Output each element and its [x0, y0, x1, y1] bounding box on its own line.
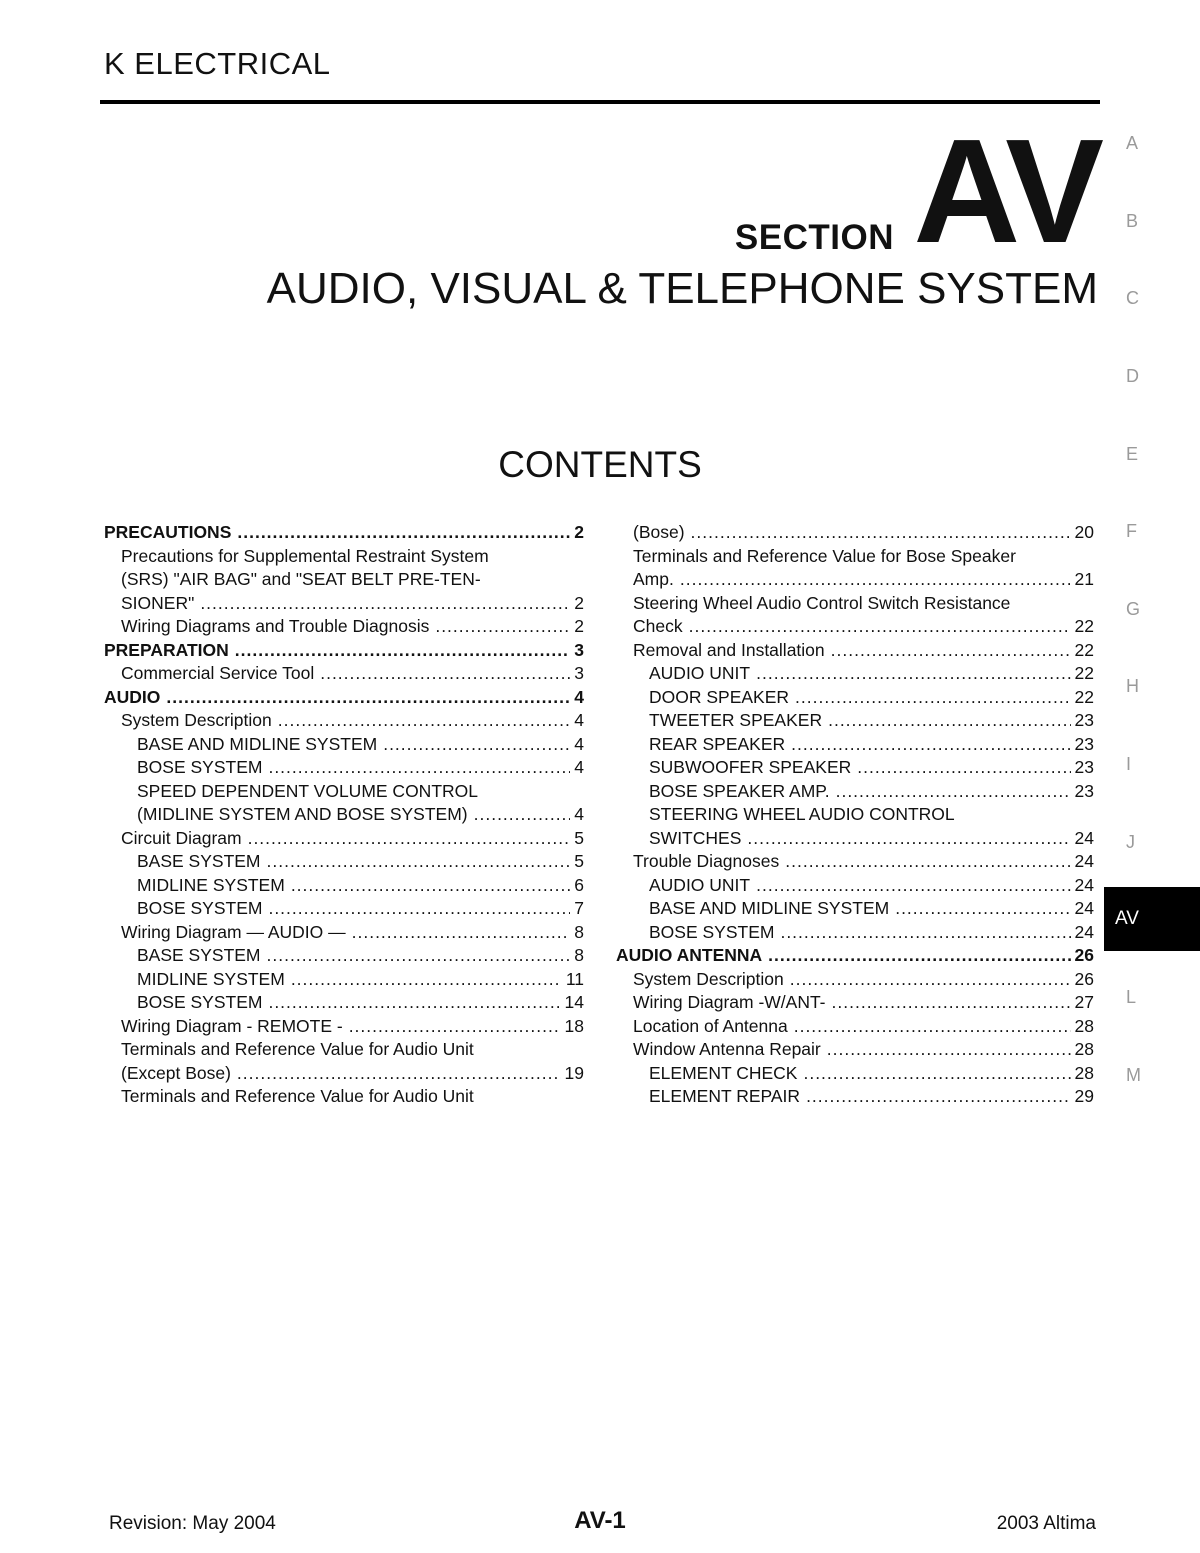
toc-leader-dots — [756, 662, 1070, 686]
toc-entry-page: 4 — [574, 804, 584, 824]
toc-leader-dots — [790, 968, 1071, 992]
toc-leader-dots — [691, 521, 1071, 545]
toc-entry[interactable] — [104, 897, 584, 921]
toc-right-column — [616, 521, 1094, 1109]
toc-leader-dots — [278, 709, 570, 733]
toc-entry[interactable] — [616, 1085, 1094, 1109]
toc-entry-title: PREPARATION — [104, 639, 229, 660]
toc-entry-page: 6 — [574, 874, 584, 895]
section-tab-c[interactable]: C — [1126, 288, 1139, 309]
toc-leader-dots — [832, 991, 1071, 1015]
toc-entry-page: 26 — [1074, 968, 1094, 989]
toc-entry-title: Terminals and Reference Value for Bose Speaker — [633, 545, 1016, 566]
toc-entry[interactable] — [104, 991, 584, 1015]
toc-leader-dots — [268, 991, 560, 1015]
toc-leader-dots — [785, 850, 1070, 874]
toc-entry-title: (MIDLINE SYSTEM AND BOSE SYSTEM) — [137, 804, 468, 824]
toc-entry[interactable] — [104, 615, 584, 639]
toc-entry-title: Commercial Service Tool — [121, 663, 315, 683]
toc-entry — [104, 1085, 584, 1109]
toc-entry-page: 3 — [574, 663, 584, 683]
toc-entry — [104, 545, 584, 569]
toc-entry-page: 4 — [574, 686, 584, 707]
section-tab-av[interactable]: AV — [1104, 887, 1200, 951]
toc-entry[interactable] — [616, 662, 1094, 686]
footer-revision: Revision: May 2004 — [109, 1513, 276, 1534]
section-tab-m[interactable]: M — [1126, 1064, 1141, 1085]
toc-entry-page: 26 — [1074, 945, 1094, 965]
toc-entry[interactable] — [616, 568, 1094, 592]
toc-entry-title: System Description — [633, 968, 784, 989]
toc-leader-dots — [780, 921, 1070, 945]
toc-entry-title: TWEETER SPEAKER — [649, 710, 823, 730]
toc-entry-title: Window Antenna Repair — [633, 1039, 821, 1059]
toc-entry-title: Steering Wheel Audio Control Switch Resistance — [633, 592, 1011, 613]
toc-entry[interactable] — [616, 921, 1094, 945]
toc-leader-dots — [291, 874, 570, 898]
toc-entry[interactable] — [104, 1015, 584, 1039]
toc-entry-page: 22 — [1074, 639, 1094, 660]
toc-leader-dots — [267, 944, 570, 968]
toc-entry-page: 4 — [574, 710, 584, 730]
toc-entry-page: 24 — [1074, 827, 1094, 848]
toc-entry[interactable] — [104, 1062, 584, 1086]
toc-entry-title: MIDLINE SYSTEM — [137, 968, 285, 989]
section-code: AV — [913, 109, 1100, 274]
section-tab-d[interactable]: D — [1126, 366, 1139, 387]
toc-leader-dots — [689, 615, 1071, 639]
toc-entry-title: REAR SPEAKER — [649, 733, 786, 754]
toc-leader-dots — [383, 733, 570, 757]
section-tab-a[interactable]: A — [1126, 133, 1139, 154]
section-tab-i[interactable]: I — [1126, 754, 1132, 775]
toc-entry-title: System Description — [121, 710, 272, 730]
toc-entry-page: 23 — [1074, 757, 1094, 777]
toc-entry[interactable] — [616, 756, 1094, 780]
toc-entry[interactable] — [104, 592, 584, 616]
toc-entry[interactable] — [104, 850, 584, 874]
toc-entry-title: Circuit Diagram — [121, 827, 242, 848]
toc-entry[interactable] — [616, 897, 1094, 921]
toc-entry-title: Wiring Diagrams and Trouble Diagnosis — [121, 616, 430, 636]
toc-entry-title: BOSE SYSTEM — [137, 757, 263, 777]
toc-entry[interactable] — [616, 968, 1094, 992]
toc-leader-dots — [268, 897, 570, 921]
toc-entry-page: 29 — [1074, 1086, 1094, 1106]
header-rule — [100, 100, 1100, 104]
toc-entry-page: 2 — [574, 616, 584, 636]
toc-entry — [104, 1038, 584, 1062]
toc-entry-title: Terminals and Reference Value for Audio Unit — [121, 1086, 474, 1106]
toc-entry-page: 11 — [565, 968, 584, 989]
toc-entry-title: DOOR SPEAKER — [649, 686, 790, 707]
toc-entry-page: 27 — [1074, 992, 1094, 1012]
toc-leader-dots — [756, 874, 1070, 898]
toc-entry-title: BASE SYSTEM — [137, 945, 261, 965]
toc-entry — [104, 568, 584, 592]
toc-leader-dots — [795, 686, 1070, 710]
toc-entry-page: 24 — [1074, 921, 1094, 942]
toc-leader-dots — [836, 780, 1071, 804]
toc-entry-title: BOSE SYSTEM — [137, 898, 263, 918]
toc-leader-dots — [831, 639, 1071, 663]
toc-entry-title: SUBWOOFER SPEAKER — [649, 757, 852, 777]
toc-entry — [104, 780, 584, 804]
toc-entry-title: AUDIO — [104, 686, 161, 707]
toc-entry[interactable] — [104, 944, 584, 968]
toc-leader-dots — [474, 803, 570, 827]
toc-entry-page: 21 — [1074, 569, 1094, 589]
toc-entry-title: Precautions for Supplemental Restraint System — [121, 545, 489, 566]
toc-leader-dots — [200, 592, 570, 616]
toc-entry-title: BOSE SYSTEM — [137, 992, 263, 1012]
toc-entry-page: 23 — [1074, 780, 1094, 801]
toc-entry-page: 24 — [1074, 874, 1094, 895]
toc-entry-title: MIDLINE SYSTEM — [137, 874, 285, 895]
toc-entry[interactable] — [104, 709, 584, 733]
toc-entry-page: 8 — [574, 921, 584, 942]
toc-entry-page: 24 — [1074, 851, 1094, 871]
toc-entry-page: 24 — [1074, 898, 1094, 918]
toc-entry-title: SIONER" — [121, 592, 195, 613]
toc-entry[interactable] — [104, 733, 584, 757]
toc-entry-page: 18 — [564, 1015, 584, 1036]
toc-leader-dots — [680, 568, 1071, 592]
toc-entry-title: STEERING WHEEL AUDIO CONTROL — [649, 804, 955, 824]
section-tab-e[interactable]: E — [1126, 443, 1139, 464]
toc-entry-title: AUDIO UNIT — [649, 663, 751, 683]
chapter-heading: K ELECTRICAL — [104, 46, 331, 81]
footer-page-number: AV-1 — [574, 1507, 626, 1534]
toc-leader-dots — [828, 709, 1070, 733]
toc-entry-title: Wiring Diagram - REMOTE - — [121, 1015, 343, 1036]
section-index-tabs — [1104, 105, 1200, 1114]
toc-leader-dots — [435, 615, 570, 639]
toc-entry — [616, 592, 1094, 616]
toc-leader-dots — [794, 1015, 1071, 1039]
toc-entry-title: Terminals and Reference Value for Audio Unit — [121, 1039, 474, 1059]
toc-leader-dots — [237, 521, 570, 545]
toc-leader-dots — [235, 639, 570, 663]
toc-leader-dots — [768, 944, 1070, 968]
toc-entry[interactable] — [104, 803, 584, 827]
toc-entry-page: 7 — [574, 898, 584, 918]
toc-entry-page: 28 — [1074, 1039, 1094, 1059]
toc-entry-title: BASE AND MIDLINE SYSTEM — [137, 733, 378, 754]
toc-entry-title: (Except Bose) — [121, 1062, 231, 1083]
toc-entry[interactable] — [104, 874, 584, 898]
toc-entry-page: 22 — [1074, 616, 1094, 636]
toc-leader-dots — [895, 897, 1070, 921]
section-label: SECTION — [734, 218, 894, 257]
toc-entry[interactable] — [616, 850, 1094, 874]
toc-leader-dots — [791, 733, 1070, 757]
toc-entry-page: 2 — [574, 522, 584, 542]
toc-entry-page: 4 — [574, 733, 584, 754]
toc-entry-page: 2 — [574, 592, 584, 613]
toc-entry-page: 22 — [1074, 663, 1094, 683]
toc-entry-title: BOSE SPEAKER AMP. — [649, 780, 830, 801]
toc-entry[interactable] — [616, 615, 1094, 639]
section-tab-f[interactable]: F — [1126, 521, 1137, 542]
toc-entry-title: BOSE SYSTEM — [649, 921, 775, 942]
toc-entry-title: SWITCHES — [649, 827, 742, 848]
toc-entry-title: ELEMENT REPAIR — [649, 1086, 801, 1106]
toc-entry-title: (Bose) — [633, 522, 685, 542]
toc-entry-page: 28 — [1074, 1015, 1094, 1036]
toc-entry-page: 19 — [564, 1062, 584, 1083]
toc-entry[interactable] — [616, 827, 1094, 851]
toc-entry[interactable] — [104, 521, 584, 545]
footer-model: 2003 Altima — [996, 1513, 1096, 1534]
toc-entry[interactable] — [616, 639, 1094, 663]
contents-title: CONTENTS — [498, 444, 702, 485]
toc-leader-dots — [806, 1085, 1070, 1109]
toc-entry-title: Wiring Diagram — AUDIO — — [121, 921, 346, 942]
toc-entry-title: BASE AND MIDLINE SYSTEM — [649, 898, 890, 918]
toc-entry[interactable] — [616, 874, 1094, 898]
toc-entry-page: 20 — [1074, 522, 1094, 542]
toc-entry-page: 23 — [1074, 710, 1094, 730]
toc-entry[interactable] — [616, 733, 1094, 757]
section-tab-g[interactable]: G — [1126, 598, 1141, 619]
toc-leader-dots — [827, 1038, 1071, 1062]
toc-entry-title: ELEMENT CHECK — [649, 1062, 798, 1083]
toc-entry-page: 4 — [574, 757, 584, 777]
toc-entry[interactable] — [104, 686, 584, 710]
toc-entry — [616, 545, 1094, 569]
toc-entry — [616, 803, 1094, 827]
toc-entry-title: Amp. — [633, 569, 674, 589]
toc-leader-dots — [248, 827, 570, 851]
toc-entry-page: 22 — [1074, 686, 1094, 707]
toc-leader-dots — [320, 662, 570, 686]
section-tab-l[interactable]: L — [1126, 987, 1137, 1008]
toc-entry[interactable] — [616, 521, 1094, 545]
toc-entry[interactable] — [616, 991, 1094, 1015]
toc-leader-dots — [166, 686, 570, 710]
toc-entry-page: 28 — [1074, 1062, 1094, 1083]
toc-leader-dots — [237, 1062, 561, 1086]
toc-entry[interactable] — [616, 1062, 1094, 1086]
toc-entry-page: 14 — [564, 992, 584, 1012]
toc-entry[interactable] — [616, 1015, 1094, 1039]
toc-entry[interactable] — [104, 921, 584, 945]
toc-leader-dots — [349, 1015, 561, 1039]
toc-entry[interactable] — [104, 662, 584, 686]
toc-entry-page: 5 — [574, 827, 584, 848]
toc-entry-title: BASE SYSTEM — [137, 851, 261, 871]
toc-entry-title: AUDIO UNIT — [649, 874, 751, 895]
section-tab-b[interactable]: B — [1126, 210, 1139, 231]
toc-leader-dots — [803, 1062, 1070, 1086]
toc-left-column — [104, 521, 584, 1109]
toc-leader-dots — [267, 850, 570, 874]
toc-entry-title: Removal and Installation — [633, 639, 825, 660]
toc-entry-title: Wiring Diagram -W/ANT- — [633, 992, 826, 1012]
toc-entry-page: 5 — [574, 851, 584, 871]
toc-entry[interactable] — [104, 639, 584, 663]
toc-leader-dots — [857, 756, 1070, 780]
toc-entry-page: 8 — [574, 945, 584, 965]
toc-entry-title: Check — [633, 616, 683, 636]
toc-entry-page: 23 — [1074, 733, 1094, 754]
toc-entry[interactable] — [616, 780, 1094, 804]
toc-leader-dots — [747, 827, 1070, 851]
toc-entry[interactable] — [104, 827, 584, 851]
toc-entry-title: (SRS) "AIR BAG" and "SEAT BELT PRE-TEN- — [121, 569, 481, 589]
toc-entry-title: Trouble Diagnoses — [633, 851, 780, 871]
toc-entry-title: SPEED DEPENDENT VOLUME CONTROL — [137, 780, 478, 801]
toc-leader-dots — [291, 968, 562, 992]
toc-entry[interactable] — [616, 944, 1094, 968]
section-tab-j[interactable]: J — [1126, 831, 1135, 852]
toc-entry[interactable] — [104, 968, 584, 992]
toc-entry[interactable] — [616, 686, 1094, 710]
toc-entry-title: Location of Antenna — [633, 1015, 788, 1036]
toc-entry-title: AUDIO ANTENNA — [616, 945, 763, 965]
toc-leader-dots — [352, 921, 570, 945]
toc-entry[interactable] — [616, 709, 1094, 733]
toc-entry-page: 3 — [574, 639, 584, 660]
section-title: AUDIO, VISUAL & TELEPHONE SYSTEM — [266, 264, 1098, 313]
toc-leader-dots — [268, 756, 570, 780]
toc-entry[interactable] — [616, 1038, 1094, 1062]
section-tab-h[interactable]: H — [1126, 676, 1139, 697]
toc-entry-title: PRECAUTIONS — [104, 522, 232, 542]
toc-entry[interactable] — [104, 756, 584, 780]
